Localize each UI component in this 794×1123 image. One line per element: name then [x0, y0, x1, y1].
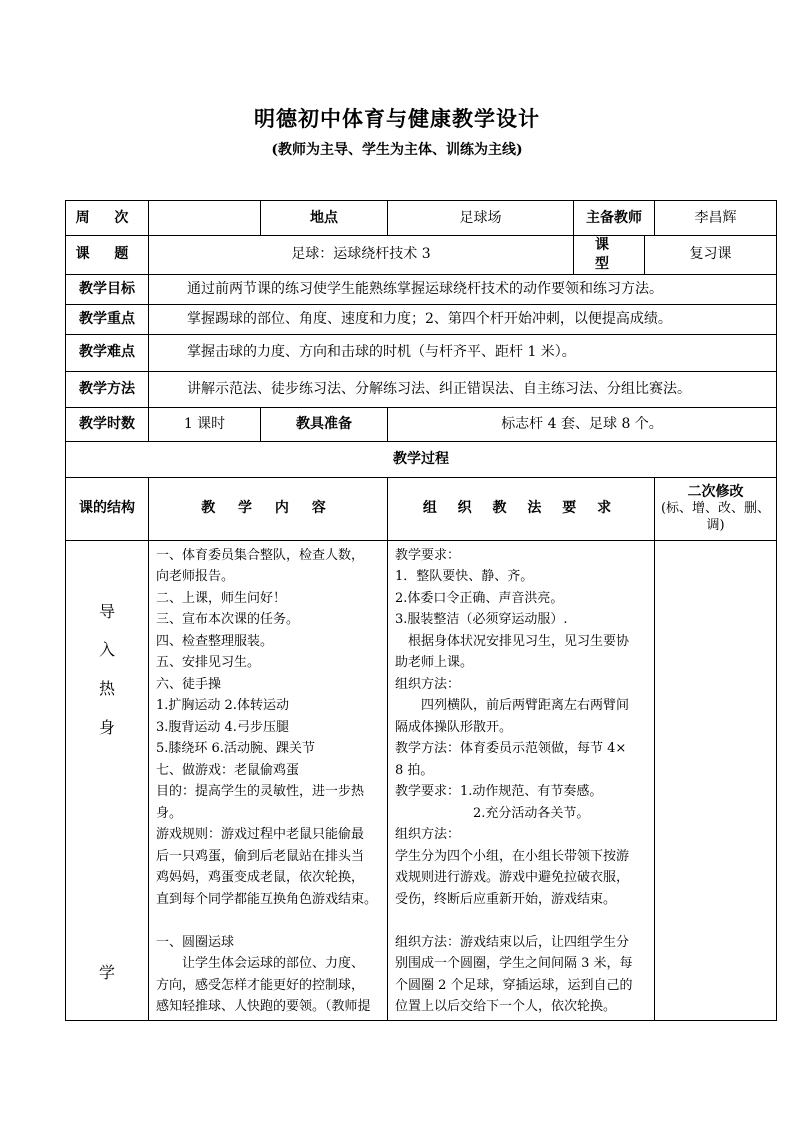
structure-cell [66, 540, 149, 1020]
structure-char: 热 [98, 678, 115, 698]
row-difficulty [66, 334, 777, 371]
key-label: 教学重点 [66, 304, 149, 334]
method-value: 讲解示范法、徒步练习法、分解练习法、纠正错误法、自主练习法、分组比赛法。 [149, 371, 777, 407]
row-goal [66, 274, 777, 304]
row-topic [66, 236, 777, 275]
hours-value: 1 课时 [149, 407, 261, 441]
org-line: 隔成体操队形散开。 [395, 719, 513, 735]
content-line: 感知轻推球、人快跑的要领。（教师提 [156, 999, 371, 1015]
content-line: 直到每个同学都能互换角色游戏结束。 [156, 891, 378, 907]
goal-label: 教学目标 [66, 274, 149, 304]
structure-char: 学 [98, 963, 115, 983]
place-value: 足球场 [388, 201, 574, 236]
content-line [156, 910, 383, 932]
equipment-value: 标志杆 4 套、足球 8 个。 [388, 407, 777, 441]
type-label: 课 型 [574, 236, 645, 275]
week-value [149, 201, 261, 236]
type-value: 复习课 [645, 236, 777, 275]
org-line: 四列横队，前后两臂距离左右两臂间 [395, 698, 630, 714]
structure-char: 入 [98, 640, 115, 660]
content-line: 二、上课，师生问好！ [156, 590, 287, 606]
org-line: 受伤，终断后应重新开始，游戏结束。 [395, 891, 617, 907]
page-title: 明德初中体育与健康教学设计 [254, 106, 540, 131]
org-line: 戏规则进行游戏。游戏中避免拉破衣服， [395, 870, 630, 886]
org-line: 教学要求：1.动作规范、有节奏感。 [395, 784, 603, 800]
content-line: 向老师报告。 [156, 569, 235, 585]
content-line: 目的：提高学生的灵敏性，进一步热 [156, 784, 365, 800]
content-line: 六、徒手操 [156, 676, 222, 692]
org-line: 组织方法：游戏结束以后，让四组学生分 [395, 934, 630, 950]
lesson-plan-table [65, 200, 777, 1021]
content-line: 后一只鸡蛋，偷到后老鼠站在排头当 [156, 848, 365, 864]
structure-char: 导 [98, 601, 115, 621]
content-line: 1.扩胸运动 2.体转运动 [156, 698, 289, 714]
org-line: 根据身体状况安排见习生，见习生要协 [395, 633, 630, 649]
content-cell [149, 540, 388, 1020]
org-cell [388, 540, 655, 1020]
topic-label: 课 题 [66, 236, 149, 275]
org-line: 学生分为四个小组，在小组长带领下按游 [395, 848, 630, 864]
topic-value: 足球：运球绕杆技术 3 [149, 236, 574, 275]
content-line: 四、检查整理服装。 [156, 633, 274, 649]
org-line: 2.充分活动各关节。 [395, 805, 590, 821]
col-revise-header [655, 477, 777, 540]
col-content-header: 教 学 内 容 [149, 477, 388, 540]
org-line: 位置上以后交给下一个人，依次轮换。 [395, 999, 617, 1015]
structure-char: 身 [98, 717, 115, 737]
org-line: 8 拍。 [395, 762, 434, 778]
row-method [66, 371, 777, 407]
row-column-headers [66, 477, 777, 540]
content-line: 游戏规则：游戏过程中老鼠只能偷最 [156, 827, 365, 843]
content-line: 5.膝绕环 6.活动腕、踝关节 [156, 741, 315, 757]
teacher-value: 李昌辉 [655, 201, 777, 236]
row-hours [66, 407, 777, 441]
org-line [395, 910, 650, 932]
difficulty-label: 教学难点 [66, 334, 149, 371]
content-line: 鸡妈妈，鸡蛋变成老鼠，依次轮换， [156, 870, 365, 886]
process-heading: 教学过程 [66, 441, 777, 477]
content-line: 身。 [156, 805, 183, 821]
row-key [66, 304, 777, 334]
col-structure-header: 课的结构 [66, 477, 149, 540]
revise-note: (标、增、改、删、调) [660, 501, 771, 533]
org-line: 个圆圈 2 个足球，穿插运球，运到自己的 [395, 977, 633, 993]
content-line: 让学生体会运球的部位、力度、 [156, 956, 365, 972]
org-line: 1．整队要快、静、齐。 [395, 569, 534, 585]
org-line: 组织方法： [395, 827, 461, 843]
row-week [66, 201, 777, 236]
org-line: 3.服装整洁（必须穿运动服）. [395, 612, 568, 628]
org-line: 教学方法：体育委员示范领做，每节 4× [395, 741, 627, 757]
org-line: 组织方法： [395, 676, 461, 692]
key-value: 掌握踢球的部位、角度、速度和力度；2、第四个杆开始冲刺，以便提高成绩。 [149, 304, 777, 334]
equipment-label: 教具准备 [261, 407, 388, 441]
revise-cell [655, 540, 777, 1020]
difficulty-value: 掌握击球的力度、方向和击球的时机（与杆齐平、距杆 1 米）。 [149, 334, 777, 371]
org-line: 助老师上课。 [395, 655, 474, 671]
col-org-header: 组 织 教 法 要 求 [388, 477, 655, 540]
content-line: 五、安排见习生。 [156, 655, 261, 671]
row-intro-warmup [66, 540, 777, 1020]
org-line: 2.体委口令正确、声音洪亮。 [395, 590, 564, 606]
hours-label: 教学时数 [66, 407, 149, 441]
org-line: 别围成一个圆圈，学生之间间隔 3 米，每 [395, 956, 633, 972]
content-line: 七、做游戏：老鼠偷鸡蛋 [156, 762, 300, 778]
row-process-heading [66, 441, 777, 477]
org-line: 教学要求： [395, 547, 461, 563]
content-line: 方向，感受怎样才能更好的控制球， [156, 977, 365, 993]
method-label: 教学方法 [66, 371, 149, 407]
content-line: 3.腹背运动 4.弓步压腿 [156, 719, 289, 735]
place-label: 地点 [261, 201, 388, 236]
content-line: 三、宣布本次课的任务。 [156, 612, 300, 628]
teacher-label: 主备教师 [574, 201, 655, 236]
revise-title: 二次修改 [687, 483, 744, 500]
content-line: 一、圆圈运球 [156, 934, 235, 950]
content-line: 一、体育委员集合整队，检查人数， [156, 547, 365, 563]
week-label: 周 次 [66, 201, 149, 236]
page-subtitle: (教师为主导、学生为主体、训练为主线) [271, 142, 523, 158]
goal-value: 通过前两节课的练习使学生能熟练掌握运球绕杆技术的动作要领和练习方法。 [149, 274, 777, 304]
